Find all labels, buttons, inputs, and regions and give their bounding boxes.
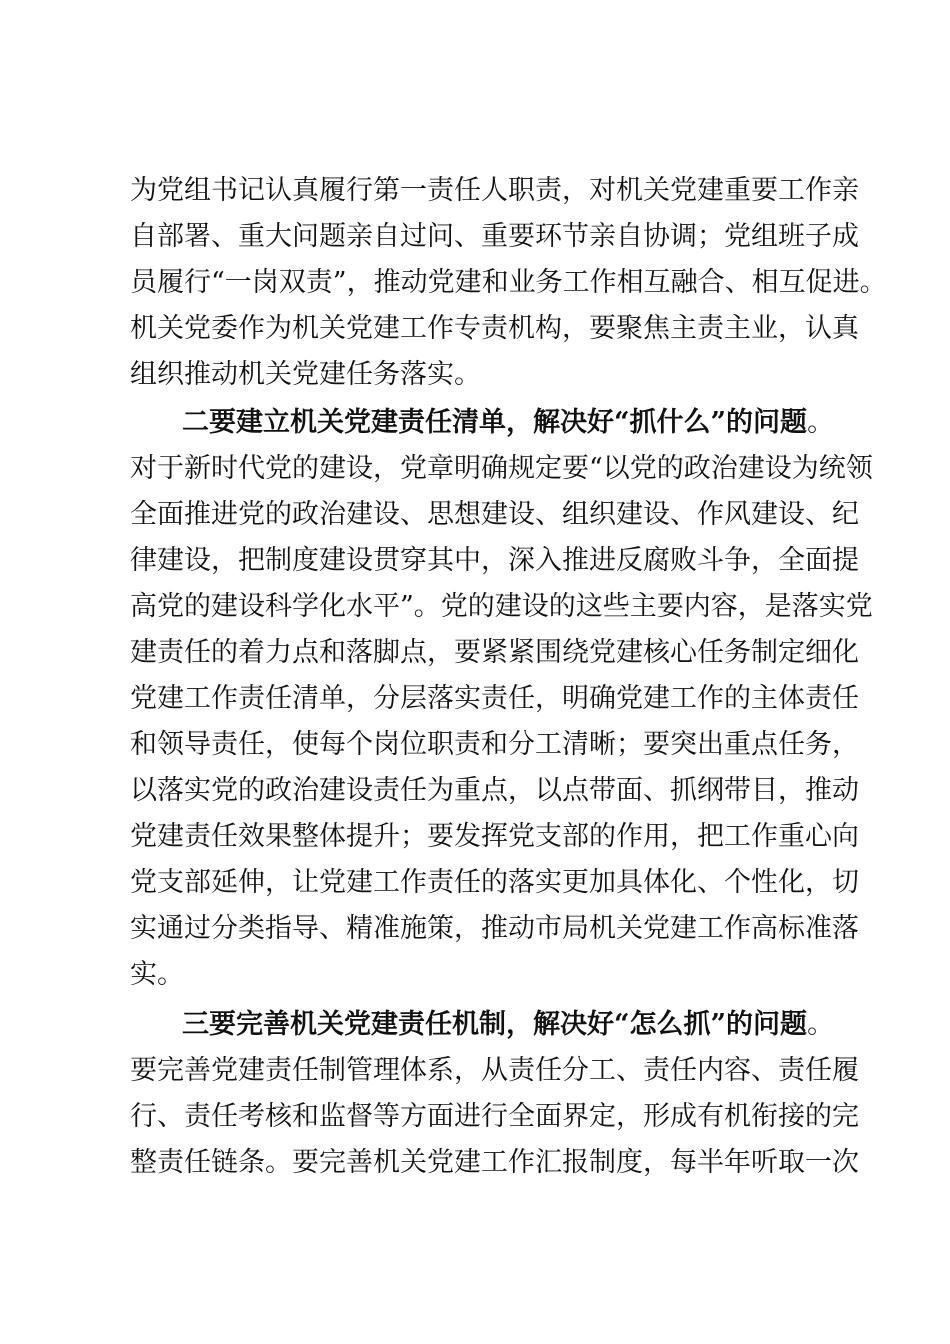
body-text-line: 以落实党的政治建设责任为重点，以点带面、抓纲带目，推动 [130,775,859,806]
body-text-line: 要完善党建责任制管理体系，从责任分工、责任内容、责任履 [130,1055,859,1086]
body-text-line: 全面推进党的政治建设、思想建设、组织建设、作风建设、纪 [130,499,859,530]
body-text-line: 组织推动机关党建任务落实。 [130,359,481,390]
body-text-line: 党支部延伸，让党建工作责任的落实更加具体化、个性化，切 [130,867,859,898]
section-heading [182,400,838,446]
body-text-line: 党建责任效果整体提升；要发挥党支部的作用，把工作重心向 [130,821,859,852]
section-heading [182,1002,838,1048]
body-text-line: 实通过分类指导、精准施策，推动市局机关党建工作高标准落 [130,913,859,944]
body-text-line: 建责任的着力点和落脚点，要紧紧围绕党建核心任务制定细化 [130,637,859,668]
section-heading-text: 二要建立机关党建责任清单，解决好“抓什么”的问题 [182,407,808,438]
body-text-line: 和领导责任，使每个岗位职责和分工清晰；要突出重点任务， [130,729,859,760]
section-heading-text: 三要完善机关党建责任机制，解决好“怎么抓”的问题 [182,1009,808,1040]
body-text-line: 员履行“一岗双责”，推动党建和业务工作相互融合、相互促进。 [130,267,887,298]
body-text-line: 实。 [130,959,184,990]
body-text-line: 高党的建设科学化水平”。党的建设的这些主要内容，是落实党 [130,591,873,622]
section-heading-punct: 。 [807,407,835,438]
body-text-line: 整责任链条。要完善机关党建工作汇报制度，每半年听取一次 [130,1147,859,1178]
section-heading-punct: 。 [807,1009,835,1040]
body-text-line: 律建设，把制度建设贯穿其中，深入推进反腐败斗争，全面提 [130,545,859,576]
body-text-line: 机关党委作为机关党建工作专责机构，要聚焦主责主业，认真 [130,313,859,344]
body-text-line: 为党组书记认真履行第一责任人职责，对机关党建重要工作亲 [130,175,859,206]
body-text-line: 对于新时代党的建设，党章明确规定要“以党的政治建设为统领 [130,453,873,484]
body-text-line: 党建工作责任清单，分层落实责任，明确党建工作的主体责任 [130,683,859,714]
body-text-line: 自部署、重大问题亲自过问、重要环节亲自协调；党组班子成 [130,221,859,252]
body-text-line: 行、责任考核和监督等方面进行全面界定，形成有机衔接的完 [130,1101,859,1132]
